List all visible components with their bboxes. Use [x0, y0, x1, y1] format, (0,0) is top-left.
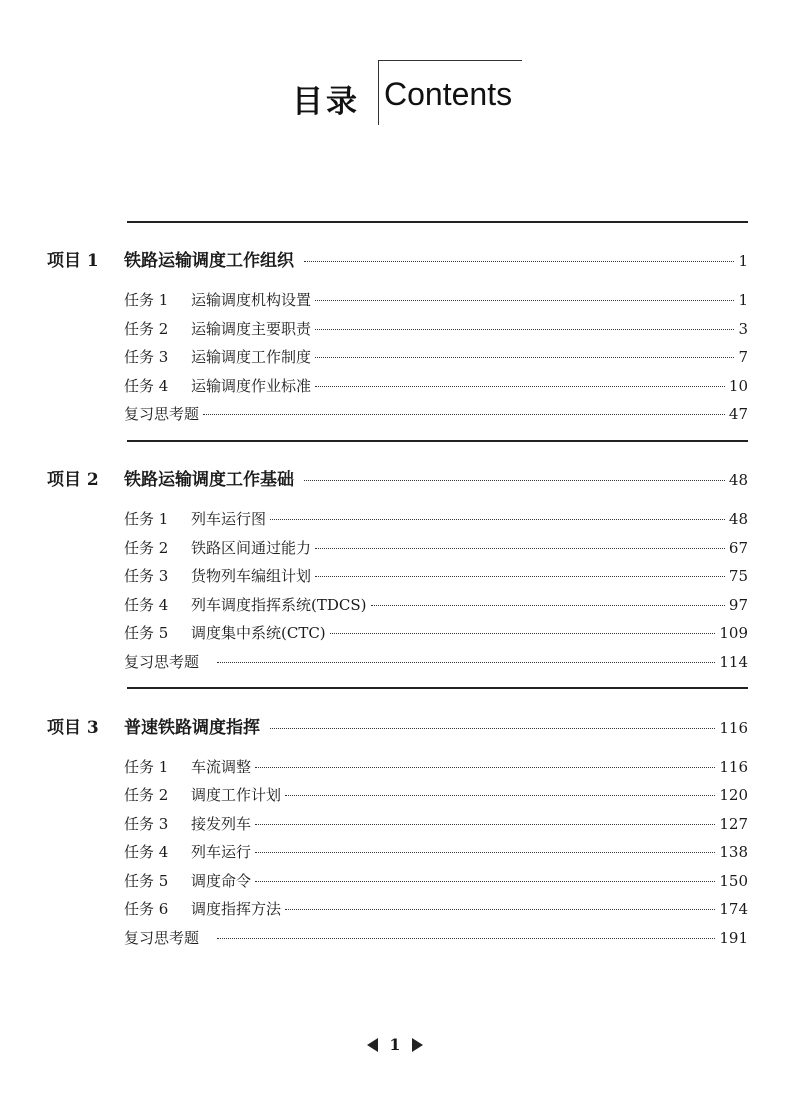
task-label: 任务 4: [124, 596, 169, 614]
dot-leader: [255, 824, 715, 825]
dot-leader: [217, 662, 715, 663]
task-label: 任务 5: [124, 872, 169, 890]
task-title: 列车运行图: [191, 510, 267, 528]
dot-leader: [217, 938, 715, 939]
dot-leader: [304, 261, 734, 262]
toc-project-2[interactable]: [47, 465, 748, 490]
task-label: 任务 2: [124, 786, 169, 804]
toc-task[interactable]: [124, 508, 748, 529]
review-title: 复习思考题: [124, 653, 200, 671]
task-title: 运输调度主要职责: [191, 320, 312, 338]
project-label: 项目 1: [47, 251, 99, 271]
task-title: 调度命令: [191, 872, 252, 890]
dot-leader: [371, 605, 725, 606]
page-number: 67: [728, 539, 748, 557]
dot-leader: [315, 329, 734, 330]
toc-task[interactable]: [124, 537, 748, 558]
toc-review[interactable]: [124, 651, 748, 672]
triangle-right-icon: [412, 1038, 423, 1052]
page-number: 114: [719, 653, 748, 671]
dot-leader: [315, 300, 734, 301]
title-divider: [378, 60, 379, 125]
page-number: 75: [728, 567, 748, 585]
task-label: 任务 2: [124, 320, 169, 338]
dot-leader: [330, 633, 716, 634]
project-label: 项目 2: [47, 470, 99, 490]
page-number: 116: [719, 719, 748, 737]
page-number: 1: [738, 252, 748, 270]
page-number: 127: [719, 815, 748, 833]
toc-task[interactable]: [124, 375, 748, 396]
dot-leader: [203, 414, 725, 415]
project-title: 普速铁路调度指挥: [124, 718, 260, 738]
title-chinese: 目录: [292, 84, 360, 120]
page-number: 10: [728, 377, 748, 395]
task-title: 铁路区间通过能力: [191, 539, 312, 557]
task-title: 调度集中系统(CTC): [191, 624, 326, 642]
dot-leader: [255, 881, 715, 882]
task-label: 任务 6: [124, 900, 169, 918]
title-top-line: [379, 60, 522, 61]
section-rule: [127, 440, 748, 442]
dot-leader: [315, 386, 725, 387]
task-title: 列车运行: [191, 843, 252, 861]
title-english: Contents: [384, 76, 513, 112]
task-title: 车流调整: [191, 758, 252, 776]
toc-review[interactable]: [124, 927, 748, 948]
project-title: 铁路运输调度工作组织: [124, 251, 294, 271]
toc-task[interactable]: [124, 784, 748, 805]
page-number: 3: [738, 320, 748, 338]
dot-leader: [255, 767, 715, 768]
task-label: 任务 3: [124, 815, 169, 833]
toc-task[interactable]: [124, 346, 748, 367]
page-number: 97: [728, 596, 748, 614]
review-title: 复习思考题: [124, 405, 200, 423]
dot-leader: [285, 795, 715, 796]
toc-task[interactable]: [124, 318, 748, 339]
project-title: 铁路运输调度工作基础: [124, 470, 294, 490]
section-rule: [127, 221, 748, 223]
task-label: 任务 1: [124, 291, 169, 309]
toc-task[interactable]: [124, 565, 748, 586]
dot-leader: [270, 519, 725, 520]
task-title: 接发列车: [191, 815, 252, 833]
toc-review[interactable]: [124, 403, 748, 424]
toc-task[interactable]: [124, 841, 748, 862]
dot-leader: [315, 357, 734, 358]
task-title: 列车调度指挥系统(TDCS): [191, 596, 367, 614]
page-number: 109: [719, 624, 748, 642]
toc-task[interactable]: [124, 870, 748, 891]
task-label: 任务 3: [124, 567, 169, 585]
task-label: 任务 4: [124, 377, 169, 395]
task-title: 货物列车编组计划: [191, 567, 312, 585]
task-title: 调度指挥方法: [191, 900, 282, 918]
toc-task[interactable]: [124, 289, 748, 310]
page-number: 150: [719, 872, 748, 890]
task-label: 任务 4: [124, 843, 169, 861]
page-number: 138: [719, 843, 748, 861]
toc-project-1[interactable]: [47, 246, 748, 271]
toc-task[interactable]: [124, 622, 748, 643]
task-title: 调度工作计划: [191, 786, 282, 804]
section-rule: [127, 687, 748, 689]
page-number: 120: [719, 786, 748, 804]
dot-leader: [270, 728, 715, 729]
dot-leader: [315, 548, 725, 549]
triangle-left-icon: [367, 1038, 378, 1052]
page-number: 191: [719, 929, 748, 947]
toc-task[interactable]: [124, 813, 748, 834]
task-label: 任务 1: [124, 510, 169, 528]
toc-task[interactable]: [124, 756, 748, 777]
task-label: 任务 2: [124, 539, 169, 557]
page-number: 1: [738, 291, 748, 309]
project-label: 项目 3: [47, 718, 99, 738]
page-number: 174: [719, 900, 748, 918]
task-title: 运输调度机构设置: [191, 291, 312, 309]
task-title: 运输调度工作制度: [191, 348, 312, 366]
review-title: 复习思考题: [124, 929, 200, 947]
page-footer: [0, 1034, 790, 1054]
page-number: 47: [728, 405, 748, 423]
task-title: 运输调度作业标准: [191, 377, 312, 395]
footer-page-number: 1: [389, 1035, 401, 1054]
page-number: 116: [719, 758, 748, 776]
dot-leader: [315, 576, 725, 577]
toc-project-3[interactable]: [47, 713, 748, 738]
dot-leader: [255, 852, 715, 853]
page-number: 7: [738, 348, 748, 366]
task-label: 任务 3: [124, 348, 169, 366]
toc-task[interactable]: [124, 898, 748, 919]
dot-leader: [285, 909, 715, 910]
task-label: 任务 5: [124, 624, 169, 642]
task-label: 任务 1: [124, 758, 169, 776]
toc-task[interactable]: [124, 594, 748, 615]
dot-leader: [304, 480, 725, 481]
page-number: 48: [728, 510, 748, 528]
page-number: 48: [728, 471, 748, 489]
